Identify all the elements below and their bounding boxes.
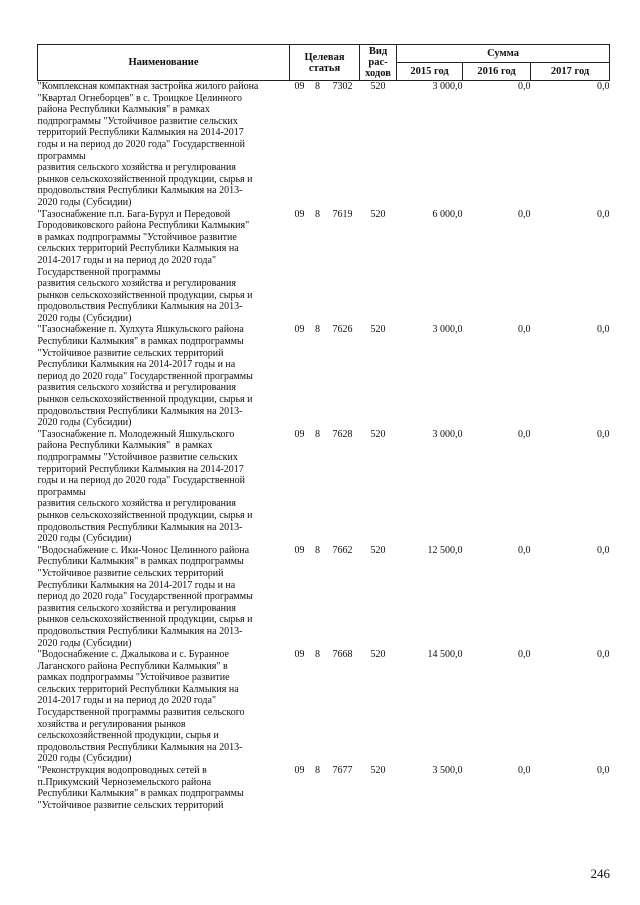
row-name-line: сельских территорий Республики Калмыкия на bbox=[37, 683, 239, 695]
row-name-line: Республики Калмыкия на 2014-2017 годы и на bbox=[37, 359, 236, 371]
sum-2017: 0,0 bbox=[597, 544, 610, 556]
row-name-line: период до 2020 года" Государственной программы bbox=[37, 591, 253, 603]
target-article-code: 7619 bbox=[332, 208, 353, 220]
table-row bbox=[38, 649, 610, 765]
row-name-line: Республики Калмыкия" в рамках подпрограммы bbox=[37, 336, 244, 348]
sum-2016: 0,0 bbox=[518, 208, 531, 220]
row-name bbox=[38, 765, 290, 811]
row-name-line: программы bbox=[37, 150, 86, 162]
table-row bbox=[38, 545, 610, 649]
row-name-line: "Газоснабжение п. Молодежный Яшкульского bbox=[37, 428, 235, 440]
row-name-line: территорий Республики Калмыкия на 2014-2017 bbox=[37, 127, 244, 139]
expense-type: 520 bbox=[370, 649, 386, 661]
row-name-line: Городовиковского района Республики Калмыкия" bbox=[37, 220, 250, 232]
row-name-line: "Устойчивое развитие сельских территорий bbox=[37, 799, 224, 811]
sum-2015: 12 500,0 bbox=[427, 544, 463, 556]
row-name-line: "Водоснабжение с. Ики-Чонос Целинного района bbox=[37, 544, 250, 556]
sum-2016: 0,0 bbox=[518, 81, 531, 92]
target-article-subprogram: 8 bbox=[315, 649, 320, 661]
row-name-line: годы и на период до 2020 года" Государственной bbox=[37, 138, 246, 150]
row-name-line: рамках подпрограммы "Устойчивое развитие bbox=[37, 672, 230, 684]
row-name-line: "Газоснабжение п.п. Бага-Бурул и Передовой bbox=[37, 208, 231, 220]
row-name-line: рынков сельскохозяйственной продукции, сырья и bbox=[37, 173, 253, 185]
row-name-line: сельскохозяйственной продукции, сырья и bbox=[37, 730, 219, 742]
row-name-line: 2020 годы (Субсидии) bbox=[37, 637, 132, 649]
row-name-line: годы и на период до 2020 года" Государственной bbox=[37, 475, 246, 487]
table-body bbox=[38, 81, 610, 812]
target-article-program: 09 bbox=[294, 428, 305, 440]
row-name-line: Республики Калмыкия" в рамках подпрограммы bbox=[37, 556, 244, 568]
table-row bbox=[38, 81, 610, 209]
row-name-line: продовольствия Республики Калмыкия на 2013- bbox=[37, 741, 243, 753]
header-expense-type: Вид рас-ходов bbox=[360, 45, 397, 81]
row-name-line: "Квартал Огнеборцев" в с. Троицкое Целинного bbox=[37, 92, 243, 104]
header-year-2015: 2015 год bbox=[397, 63, 463, 81]
row-name-line: Государственной программы bbox=[37, 266, 161, 278]
target-article-subprogram: 8 bbox=[315, 81, 320, 92]
row-name-line: "Комплексная компактная застройка жилого района bbox=[37, 81, 259, 92]
sum-2017: 0,0 bbox=[597, 649, 610, 661]
row-name-line: период до 2020 года" Государственной программы bbox=[37, 370, 253, 382]
target-article-code: 7302 bbox=[332, 81, 353, 92]
target-article-program: 09 bbox=[294, 765, 305, 777]
target-article-program: 09 bbox=[294, 324, 305, 336]
sum-2016: 0,0 bbox=[518, 428, 531, 440]
row-name-line: "Устойчивое развитие сельских территорий bbox=[37, 347, 224, 359]
row-name-line: продовольствия Республики Калмыкия на 2013- bbox=[37, 405, 243, 417]
row-name-line: развития сельского хозяйства и регулирования bbox=[37, 162, 236, 174]
row-name-line: продовольствия Республики Калмыкия на 2013- bbox=[37, 521, 243, 533]
row-name-line: 2014-2017 годы и на период до 2020 года" bbox=[37, 254, 217, 266]
row-name-line: "Устойчивое развитие сельских территорий bbox=[37, 567, 224, 579]
row-name-line: в рамках подпрограммы "Устойчивое развитие bbox=[37, 231, 237, 243]
target-article-code: 7677 bbox=[332, 765, 353, 777]
row-name-line: подпрограммы "Устойчивое развитие сельских bbox=[37, 115, 238, 127]
sum-2015: 14 500,0 bbox=[427, 649, 463, 661]
sum-2017: 0,0 bbox=[597, 81, 610, 92]
row-name-line: 2020 годы (Субсидии) bbox=[37, 312, 132, 324]
row-name-line: хозяйства и регулирования рынков bbox=[37, 718, 186, 730]
row-name-line: развития сельского хозяйства и регулирования bbox=[37, 382, 236, 394]
sum-2015: 3 000,0 bbox=[432, 324, 463, 336]
row-name-line: Государственной программы развития сельского bbox=[37, 707, 245, 719]
row-name bbox=[38, 209, 290, 325]
row-name-line: "Водоснабжение с. Джалыкова и с. Буранное bbox=[37, 649, 229, 661]
header-name: Наименование bbox=[38, 45, 290, 81]
target-article-subprogram: 8 bbox=[315, 544, 320, 556]
row-name-line: рынков сельскохозяйственной продукции, сырья и bbox=[37, 289, 253, 301]
sum-2017: 0,0 bbox=[597, 208, 610, 220]
row-name-line: продовольствия Республики Калмыкия на 2013- bbox=[37, 301, 243, 313]
row-name-line: 2020 годы (Субсидии) bbox=[37, 417, 132, 429]
target-article-subprogram: 8 bbox=[315, 208, 320, 220]
row-name bbox=[38, 649, 290, 765]
document-page bbox=[37, 44, 609, 811]
expense-type: 520 bbox=[370, 544, 386, 556]
row-name-line: п.Прикумский Черноземельского района bbox=[37, 776, 212, 788]
row-name-line: территорий Республики Калмыкия на 2014-2017 bbox=[37, 463, 244, 475]
row-name-line: продовольствия Республики Калмыкия на 2013- bbox=[37, 185, 243, 197]
sum-2015: 3 000,0 bbox=[432, 428, 463, 440]
table-row bbox=[38, 324, 610, 428]
row-name-line: Республики Калмыкия на 2014-2017 годы и на bbox=[37, 579, 236, 591]
header-target-article: Целевая статья bbox=[290, 45, 360, 81]
row-name bbox=[38, 324, 290, 428]
row-name-line: "Реконструкция водопроводных сетей в bbox=[37, 765, 207, 777]
row-name bbox=[38, 429, 290, 545]
row-name-line: 2020 годы (Субсидии) bbox=[37, 753, 132, 765]
sum-2016: 0,0 bbox=[518, 765, 531, 777]
target-article-code: 7668 bbox=[332, 649, 353, 661]
row-name-line: "Газоснабжение п. Хулхута Яшкульского района bbox=[37, 324, 244, 336]
row-name-line: района Республики Калмыкия" в рамках bbox=[37, 104, 210, 116]
target-article-program: 09 bbox=[294, 208, 305, 220]
row-name-line: рынков сельскохозяйственной продукции, сырья и bbox=[37, 394, 253, 406]
row-name-line: Лаганского района Республики Калмыкия" в bbox=[37, 660, 228, 672]
row-name-line: рынков сельскохозяйственной продукции, сырья и bbox=[37, 509, 253, 521]
sum-2015: 6 000,0 bbox=[432, 208, 463, 220]
expense-type: 520 bbox=[370, 765, 386, 777]
sum-2017: 0,0 bbox=[597, 428, 610, 440]
row-name-line: Республики Калмыкия" в рамках подпрограммы bbox=[37, 788, 244, 800]
sum-2015: 3 000,0 bbox=[432, 81, 463, 92]
target-article-program: 09 bbox=[294, 81, 305, 92]
sum-2017: 0,0 bbox=[597, 765, 610, 777]
expense-type: 520 bbox=[370, 428, 386, 440]
sum-2016: 0,0 bbox=[518, 544, 531, 556]
row-name-line: сельских территорий Республики Калмыкия на bbox=[37, 243, 239, 255]
row-name-line: подпрограммы "Устойчивое развитие сельских bbox=[37, 452, 238, 463]
expense-type: 520 bbox=[370, 324, 386, 336]
row-name-line: программы bbox=[37, 486, 86, 498]
row-name-line: района Республики Калмыкия" в рамках bbox=[37, 440, 213, 452]
row-name bbox=[38, 81, 290, 209]
page-number: 246 bbox=[590, 866, 610, 881]
target-article-code: 7626 bbox=[332, 324, 353, 336]
header-year-2016: 2016 год bbox=[463, 63, 531, 81]
target-article-code: 7628 bbox=[332, 428, 353, 440]
row-name-line: продовольствия Республики Калмыкия на 2013- bbox=[37, 625, 243, 637]
target-article-program: 09 bbox=[294, 544, 305, 556]
target-article-program: 09 bbox=[294, 649, 305, 661]
sum-2016: 0,0 bbox=[518, 649, 531, 661]
budget-table bbox=[37, 44, 610, 811]
table-row bbox=[38, 429, 610, 545]
target-article-subprogram: 8 bbox=[315, 324, 320, 336]
sum-2015: 3 500,0 bbox=[432, 765, 463, 777]
expense-type: 520 bbox=[370, 208, 386, 220]
row-name-line: развития сельского хозяйства и регулирования bbox=[37, 602, 236, 614]
table-row bbox=[38, 765, 610, 811]
row-name-line: развития сельского хозяйства и регулирования bbox=[37, 498, 236, 510]
table-row bbox=[38, 209, 610, 325]
row-name-line: 2020 годы (Субсидии) bbox=[37, 196, 132, 208]
header-year-2017: 2017 год bbox=[531, 63, 610, 81]
header-sum: Сумма bbox=[397, 45, 610, 63]
expense-type: 520 bbox=[370, 81, 386, 92]
target-article-subprogram: 8 bbox=[315, 765, 320, 777]
target-article-subprogram: 8 bbox=[315, 428, 320, 440]
row-name-line: 2020 годы (Субсидии) bbox=[37, 533, 132, 545]
sum-2016: 0,0 bbox=[518, 324, 531, 336]
row-name bbox=[38, 545, 290, 649]
row-name-line: развития сельского хозяйства и регулирования bbox=[37, 278, 236, 290]
target-article-code: 7662 bbox=[332, 544, 353, 556]
row-name-line: 2014-2017 годы и на период до 2020 года" bbox=[37, 695, 217, 707]
row-name-line: рынков сельскохозяйственной продукции, сырья и bbox=[37, 614, 253, 626]
sum-2017: 0,0 bbox=[597, 324, 610, 336]
